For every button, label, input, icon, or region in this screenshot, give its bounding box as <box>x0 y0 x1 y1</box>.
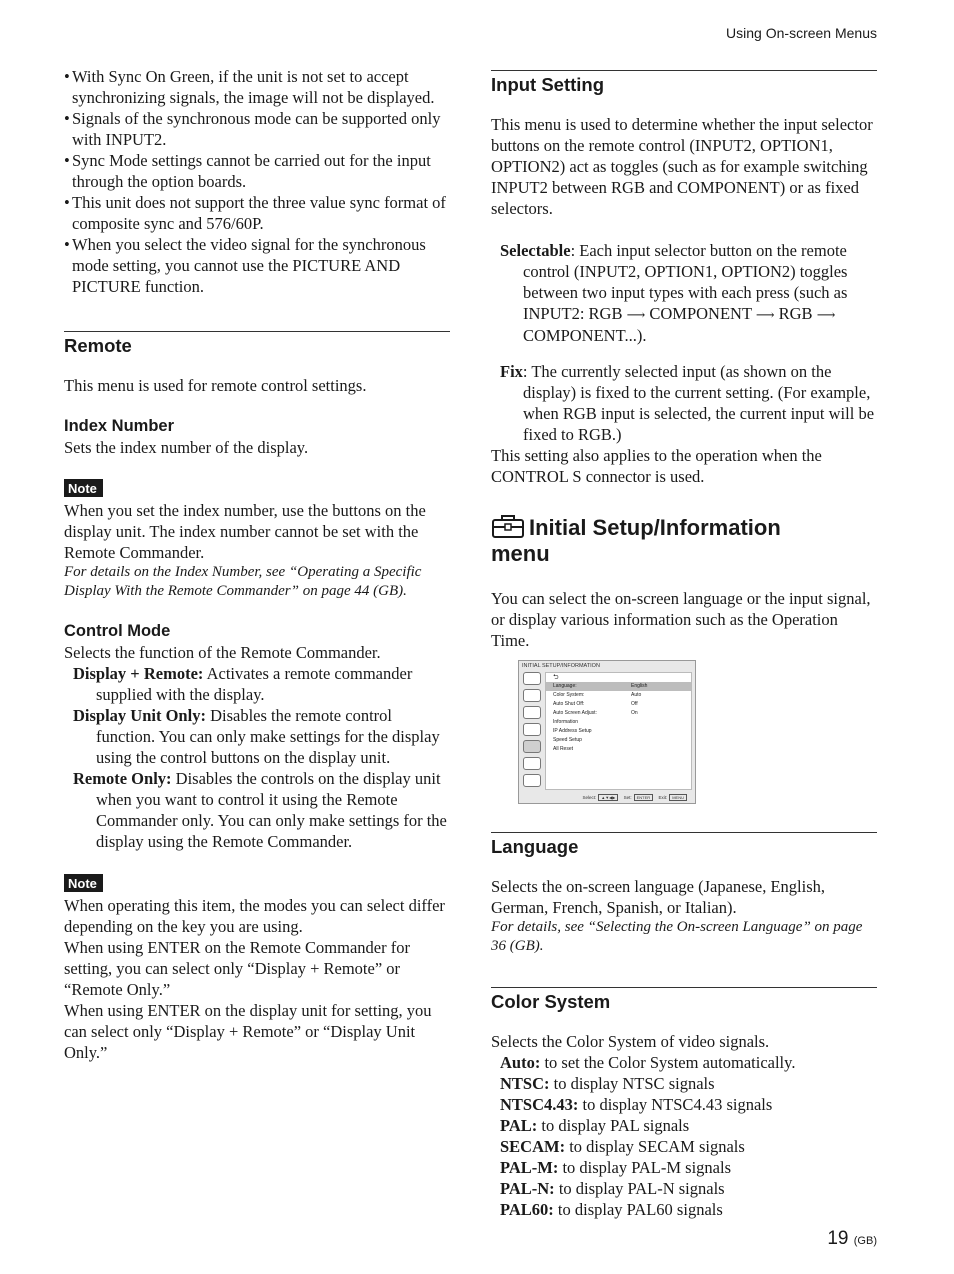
list-item: NTSC4.43: to display NTSC4.43 signals <box>500 1095 773 1114</box>
list-item: • When you select the video signal for the synchronous mode setting, you cannot use the PICTURE AND PICTURE function. <box>64 234 450 297</box>
menu-row: Language: English <box>546 682 691 691</box>
note-text: When operating this item, the modes you can select differ depending on the key you are using. <box>64 896 445 936</box>
index-number-text: Sets the index number of the display. <box>64 438 309 457</box>
menu-icon-strip <box>522 672 544 791</box>
page-number: 19 (GB) <box>827 1228 877 1249</box>
arrow-right-icon: ⟶ <box>755 307 775 322</box>
option-fix: Fix: The currently selected input (as shown on the display) is fixed to the current setting. (For example, when RGB input is selected, the current input will be fixed to RGB.) <box>500 362 875 444</box>
control-mode-text: Selects the function of the Remote Commander. <box>64 643 381 662</box>
option-remote-only: Remote Only: Disables the controls on the display unit when you want to control it using the Remote Commander only. You can only make settings for the display using the Remote Commander. <box>73 769 447 851</box>
menu-row: Auto Screen Adjust: On <box>553 710 638 716</box>
cross-reference: For details on the Index Number, see “Operating a Specific Display With the Remote Commander” on page 44 (GB). <box>64 564 422 599</box>
cross-reference: For details, see “Selecting the On-screen Language” on page 36 (GB). <box>491 919 863 954</box>
list-item: PAL-N: to display PAL-N signals <box>500 1179 725 1198</box>
arrow-right-icon: ⟶ <box>816 307 836 322</box>
color-system-options <box>491 1052 877 1220</box>
timer-menu-icon <box>523 757 541 770</box>
screenshot-title: INITIAL SETUP/INFORMATION <box>522 663 600 669</box>
note-text: When using ENTER on the display unit for setting, you can select only “Display + Remote” or “Display Unit Only.” <box>64 1001 432 1062</box>
menu-row: All Reset <box>553 746 574 752</box>
language-heading: Language <box>491 832 877 858</box>
list-item: PAL-M: to display PAL-M signals <box>500 1158 731 1177</box>
return-arrow-icon: ⮌ <box>553 674 559 681</box>
list-item: SECAM: to display SECAM signals <box>500 1137 745 1156</box>
list-item: PAL60: to display PAL60 signals <box>500 1200 723 1219</box>
remote-heading: Remote <box>64 331 450 357</box>
initial-setup-title-text: menu <box>491 541 550 566</box>
language-text: Selects the on-screen language (Japanese, English, German, French, Spanish, or Italian). <box>491 877 826 917</box>
note-block <box>64 477 450 498</box>
right-column-lower <box>491 832 877 1220</box>
initial-setup-title-text: Initial Setup/Information <box>529 515 781 540</box>
note-block <box>64 872 450 893</box>
option-display-remote: Display + Remote: Activates a remote commander supplied with the display. <box>73 664 413 704</box>
initial-setup-title <box>491 514 877 565</box>
list-item: NTSC: to display NTSC signals <box>500 1074 715 1093</box>
color-system-intro: Selects the Color System of video signals. <box>491 1032 770 1051</box>
control-mode-heading: Control Mode <box>64 622 171 640</box>
pap-menu-icon <box>523 723 541 736</box>
remote-intro: This menu is used for remote control settings. <box>64 376 367 395</box>
option-selectable: Selectable: Each input selector button on the remote control (INPUT2, OPTION1, OPTION2) toggles between two input types with each press (such as INPUT2: RGB ⟶ COMPONENT ⟶ RGB ⟶ COMPONENT...). <box>500 241 848 345</box>
list-item: • This unit does not support the three value sync format of composite sync and 576/60P. <box>64 192 450 234</box>
input-setting-options <box>491 240 877 445</box>
note-badge: Note <box>64 874 103 892</box>
sound-menu-icon <box>523 706 541 719</box>
menu-row: Information <box>553 719 579 725</box>
input-setting-note: This setting also applies to the operation when the CONTROL S connector is used. <box>491 446 822 486</box>
list-item: Auto: to set the Color System automatically. <box>500 1053 796 1072</box>
list-item: • Signals of the synchronous mode can be supported only with INPUT2. <box>64 108 450 150</box>
list-item: PAL: to display PAL signals <box>500 1116 690 1135</box>
initial-setup-intro: You can select the on-screen language or the input signal, or display various information such as the Operation Time. <box>491 589 871 650</box>
option-display-unit-only: Display Unit Only: Disables the remote control function. You can only make settings for the display using the control buttons on the display unit. <box>73 706 440 767</box>
menu-row: Color System: Auto <box>553 692 642 698</box>
note-badge: Note <box>64 479 103 497</box>
toolbox-icon <box>491 514 525 542</box>
note-text: When using ENTER on the Remote Commander for setting, you can select only “Display + Remote” or “Remote Only.” <box>64 938 410 999</box>
running-header: Using On-screen Menus <box>726 25 877 41</box>
input-setting-heading: Input Setting <box>491 70 877 96</box>
input-setting-intro: This menu is used to determine whether the input selector buttons on the remote control (INPUT2, OPTION1, OPTION2) act as toggles (such as for example switching INPUT2 between RGB and COMPONENT) or as fixed selectors. <box>491 115 873 218</box>
other-menu-icon <box>523 774 541 787</box>
picture-menu-icon <box>523 672 541 685</box>
index-number-heading: Index Number <box>64 417 175 435</box>
menu-row: IP Address Setup <box>553 728 592 734</box>
menu-screenshot <box>518 660 696 804</box>
left-column <box>64 66 450 1063</box>
toolbox-menu-icon <box>523 740 541 753</box>
control-mode-options <box>64 663 450 852</box>
menu-row: Speed Setup <box>553 737 582 743</box>
right-column <box>491 70 877 651</box>
menu-panel <box>545 672 692 790</box>
color-system-heading: Color System <box>491 987 877 1013</box>
list-item: • Sync Mode settings cannot be carried out for the input through the option boards. <box>64 150 450 192</box>
menu-footer: Select: ▲▼◀▶ Set: ENTER Exit: MENU <box>519 794 691 801</box>
screen-menu-icon <box>523 689 541 702</box>
menu-row: Auto Shut Off: Off <box>553 701 638 707</box>
list-item: • With Sync On Green, if the unit is not set to accept synchronizing signals, the image will not be displayed. <box>64 66 450 108</box>
note-text: When you set the index number, use the buttons on the display unit. The index number cannot be set with the Remote Commander. <box>64 501 426 562</box>
arrow-right-icon: ⟶ <box>626 307 646 322</box>
sync-notes-list <box>64 66 450 297</box>
